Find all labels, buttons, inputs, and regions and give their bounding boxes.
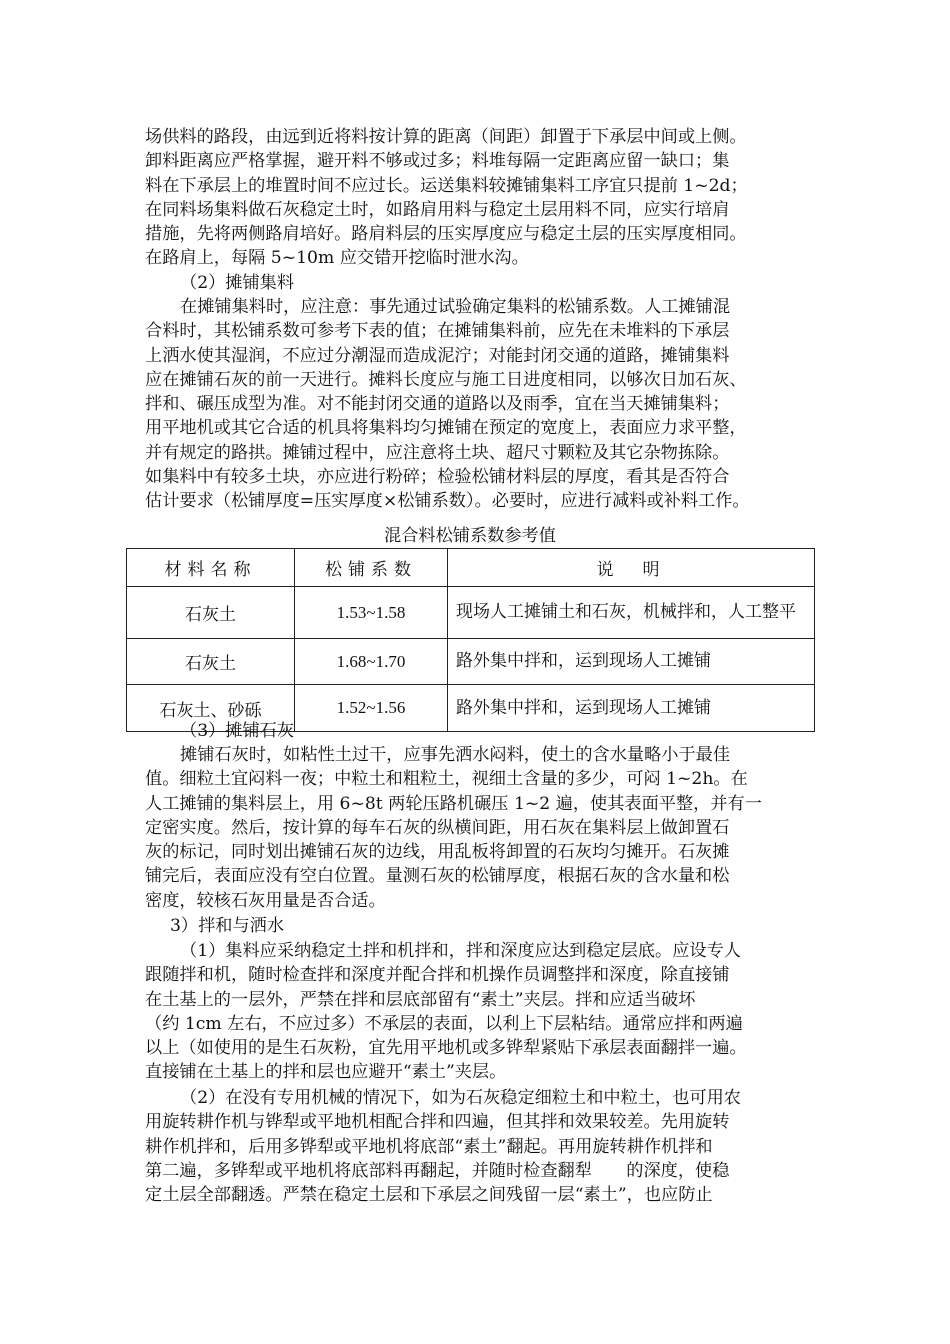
text-line: 用平地机或其它合适的机具将集料均匀摊铺在预定的宽度上，表面应力求平整， [145,418,747,439]
loose-coefficient-table [126,548,815,732]
text-line: 如集料中有较多土块，亦应进行粉碎；检验松铺材料层的厚度，看其是否符合 [145,467,730,488]
text-line: 灰的标记，同时划出摊铺石灰的边线，用乱板将卸置的石灰均匀摊开。石灰摊 [145,842,730,863]
table-header-row [127,549,815,587]
cell-material: 石灰土 [127,639,295,685]
text-line: 上洒水使其湿润，不应过分潮湿而造成泥泞；对能封闭交通的道路，摊铺集料 [145,345,730,366]
text-line: 并有规定的路拱。摊铺过程中，应注意将土块、超尺寸颗粒及其它杂物拣除。 [145,442,730,463]
text-line: 在土基上的一层外，严禁在拌和层底部留有“素土”夹层。拌和应适当破坏 [145,989,696,1010]
cell-coefficient: 1.53~1.58 [295,587,448,639]
text-line: 密度，较核石灰用量是否合适。 [145,890,386,911]
text-line: 在摊铺集料时，应注意：事先通过试验确定集料的松铺系数。人工摊铺混 [180,297,731,317]
text-line: 拌和、碾压成型为准。对不能封闭交通的道路以及雨季，宜在当天摊铺集料； [145,394,730,415]
text-line: 摊铺石灰时，如粘性土过干，应事先洒水闷料，使土的含水量略小于最佳 [180,745,731,765]
text-line: 定土层全部翻透。严禁在稳定土层和下承层之间残留一层“素土”，也应防止 [145,1185,713,1206]
text-line: 在路肩上，每隔 5~10m 应交错开挖临时泄水沟。 [145,248,529,269]
cell-coefficient: 1.52~1.56 [295,685,448,732]
cell-material: 石灰土、砂砾 [127,685,295,732]
text-line: 人工摊铺的集料层上，用 6~8t 两轮压路机碾压 1~2 遍，使其表面平整，并有一 [145,793,762,814]
text-line: （1）集料应采纳稳定土拌和机拌和，拌和深度应达到稳定层底。应设专人 [180,941,741,961]
text-line: 合料时，其松铺系数可参考下表的值；在摊铺集料前，应先在未堆料的下承层 [145,321,730,342]
header-description: 说 明 [448,549,815,587]
text-line: 应在摊铺石灰的前一天进行。摊料长度应与施工日进度相同，以够次日加石灰、 [145,369,747,390]
text-line: 措施，先将两侧路肩培好。路肩料层的压实厚度应与稳定土层的压实厚度相同。 [145,224,747,245]
text-line: 铺完后，表面应没有空白位置。量测石灰的松铺厚度，根据石灰的含水量和松 [145,866,730,887]
header-material-name: 材料名称 [127,549,295,587]
table-row [127,639,815,685]
text-line: 卸料距离应严格掌握，避开料不够或过多；料堆每隔一定距离应留一缺口；集 [145,151,730,172]
text-line: 以上（如使用的是生石灰粉，宜先用平地机或多铧犁紧贴下承层表面翻拌一遍。 [145,1038,747,1059]
text-line: 直接铺在土基上的拌和层也应避开“素土”夹层。 [145,1062,507,1083]
cell-note: 路外集中拌和，运到现场人工摊铺 [448,639,815,685]
paragraph-material-unloading [145,125,805,271]
text-line: 跟随拌和机，随时检查拌和深度并配合拌和机操作员调整拌和深度，除直接铺 [145,965,730,986]
text-line: 耕作机拌和，后用多铧犁或平地机将底部“素土”翻起。再用旋转耕作机拌和 [145,1136,713,1157]
text-line: 场供料的路段，由远到近将料按计算的距离（间距）卸置于下承层中间或上侧。 [145,127,747,147]
text-line: 在同料场集料做石灰稳定土时，如路肩用料与稳定土层用料不同，应实行培肩 [145,199,730,220]
header-loose-coefficient: 松铺系数 [295,549,448,587]
text-line: （约 1cm 左右，不应过多）不承层的表面，以利上下层粘结。通常应拌和两遍 [145,1013,743,1034]
text-line: 估计要求（松铺厚度=压实厚度×松铺系数）。必要时，应进行减料或补料工作。 [145,491,750,512]
paragraph-mixing-machine [145,939,805,1085]
text-line: 值。细粒土宜闷料一夜；中粒土和粗粒土，视细土含量的多少，可闷 1~2h。在 [145,769,748,790]
cell-note: 现场人工摊铺土和石灰，机械拌和，人工整平 [448,587,815,639]
section-heading-mixing-watering: 3）拌和与洒水 [170,916,285,936]
section-heading-spreading-aggregate: （2）摊铺集料 [180,273,295,293]
text-line: 第二遍，多铧犁或平地机将底部料再翻起，并随时检查翻犁 的深度，使稳 [145,1160,730,1181]
table-row [127,587,815,639]
section-heading-spreading-lime: （3）摊铺石灰 [180,721,295,741]
text-line: （2）在没有专用机械的情况下，如为石灰稳定细粒土和中粒土，也可用农 [180,1088,741,1108]
cell-coefficient: 1.68~1.70 [295,639,448,685]
paragraph-mixing-without-machine [145,1086,805,1207]
cell-material: 石灰土 [127,587,295,639]
text-line: 料在下承层上的堆置时间不应过长。运送集料较摊铺集料工序宜只提前 1~2d； [145,175,748,196]
text-line: 用旋转耕作机与铧犁或平地机相配合拌和四遍，但其拌和效果较差。先用旋转 [145,1112,730,1133]
text-line: 定密实度。然后，按计算的每车石灰的纵横间距，用石灰在集料层上做卸置石 [145,817,730,838]
table-caption: 混合料松铺系数参考值 [384,526,556,546]
cell-note: 路外集中拌和，运到现场人工摊铺 [448,685,815,732]
paragraph-spreading-aggregate [145,295,805,514]
paragraph-spreading-lime [145,743,805,913]
